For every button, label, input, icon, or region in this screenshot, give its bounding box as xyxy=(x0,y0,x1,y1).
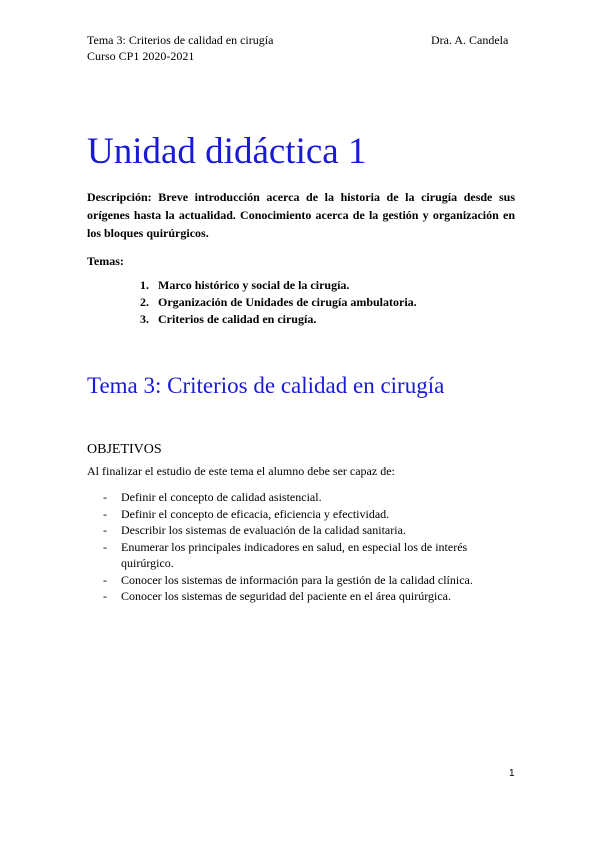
header-course: Curso CP1 2020-2021 xyxy=(87,49,195,63)
bullet-dash: - xyxy=(103,589,107,603)
objetivo-text: Definir el concepto de eficacia, eficiencia y efectividad. xyxy=(121,506,390,521)
objetivo-item xyxy=(103,522,503,539)
tema-item xyxy=(140,311,417,328)
objetivos-intro: Al finalizar el estudio de este tema el alumno debe ser capaz de: xyxy=(87,464,395,478)
page-number: 1 xyxy=(509,768,515,779)
objetivos-heading: OBJETIVOS xyxy=(87,442,162,457)
tema-item xyxy=(140,294,417,311)
objetivo-item xyxy=(103,539,503,572)
tema-label: Organización de Unidades de cirugía ambulatoria. xyxy=(158,295,417,309)
objetivo-item xyxy=(103,489,503,506)
objetivo-text: Conocer los sistemas de seguridad del paciente en el área quirúrgica. xyxy=(121,589,451,603)
objetivo-item xyxy=(103,588,503,605)
tema-label: Criterios de calidad en cirugía. xyxy=(158,312,317,326)
temas-list xyxy=(140,277,417,328)
unit-title: Unidad didáctica 1 xyxy=(87,131,367,172)
bullet-dash: - xyxy=(103,506,107,521)
bullet-dash: - xyxy=(103,490,107,504)
objetivo-text: Describir los sistemas de evaluación de la calidad sanitaria. xyxy=(121,523,406,537)
bullet-dash: - xyxy=(103,539,107,554)
objetivos-list xyxy=(103,489,503,605)
objetivo-item xyxy=(103,572,503,589)
tema-number: 1. xyxy=(140,278,149,292)
objetivo-text: Enumerar los principales indicadores en salud, en especial los de interés quirúrgico. xyxy=(121,539,468,570)
tema-label: Marco histórico y social de la cirugía. xyxy=(158,278,350,292)
objetivo-text: Conocer los sistemas de información para la gestión de la calidad clínica. xyxy=(121,572,473,587)
header-author: Dra. A. Candela xyxy=(431,33,509,47)
unit-description: Descripción: Breve introducción acerca de la historia de la cirugía desde sus orígenes hasta la actualidad. Conocimiento acerca de la gestión y organización en los bloques quirúrgicos. xyxy=(87,190,515,240)
bullet-dash: - xyxy=(103,523,107,537)
tema-number: 3. xyxy=(140,312,149,326)
header-topic: Tema 3: Criterios de calidad en cirugía xyxy=(87,33,274,47)
tema-number: 2. xyxy=(140,295,149,309)
bullet-dash: - xyxy=(103,572,107,587)
tema-item xyxy=(140,277,417,294)
objetivo-item xyxy=(103,506,503,523)
temas-label: Temas: xyxy=(87,254,124,268)
tema-title: Tema 3: Criterios de calidad en cirugía xyxy=(87,373,445,398)
page-header-left xyxy=(87,32,273,64)
objetivo-text: Definir el concepto de calidad asistencial. xyxy=(121,490,322,504)
